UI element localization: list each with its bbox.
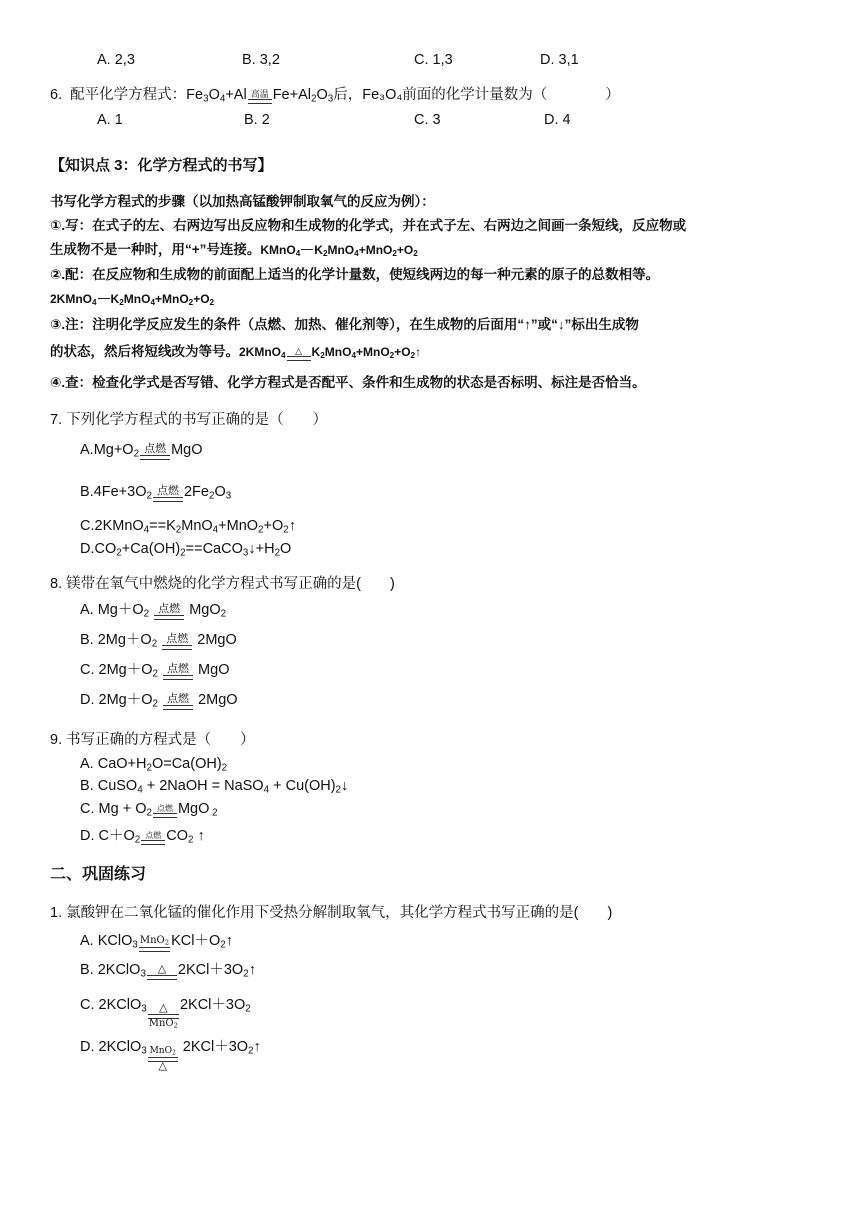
p1-option-d: D. 2KClO$_3$ MnO$_2$ △ $2KCl+3O_2↑$ xyxy=(80,1039,261,1072)
q8-stem: 8. 镁带在氧气中燃烧的化学方程式书写正确的是( ) xyxy=(50,576,395,592)
p1-option-c: C. 2KClO$_3$ △ MnO$_2$ $2KCl+3O_2$ xyxy=(80,997,251,1030)
q8-option-b: B. $2Mg+O_2$ 点燃 2MgO xyxy=(80,632,237,650)
kp3-step1-line2: 生成物不是一种时，用“+”号连接。KMnO$_4$ $K_2MnO_4+MnO_2+O_2$ xyxy=(50,242,418,259)
q6-stem: 6. 配平化学方程式：$Fe_3O_4+Al$ 高温 $Fe+Al_2O_3$后，Fe₃O₄前面的化学计量数为（ ） xyxy=(50,87,620,105)
q6-number: 6. xyxy=(50,87,63,103)
kp3-step3-line1: ③.注：注明化学反应发生的条件（点燃、加热、催化剂等），在生成物的后面用“↑”或“↓”标出生成物 xyxy=(50,317,639,332)
q6-option-b: B. 2 xyxy=(244,112,270,128)
q5-option-c: C. 1,3 xyxy=(414,52,453,68)
q5-option-b: B. 3,2 xyxy=(242,52,280,68)
q8-option-a: A. $Mg+O_2$ 点燃 MgO$_2$ xyxy=(80,602,227,620)
q7-option-b: $B.4Fe+3O_2$ 点燃 $2Fe_2O_3$ xyxy=(80,484,232,502)
q6-condition: 高温 xyxy=(248,89,272,104)
p1-option-b: B. 2KClO$_3$ △ $2KCl+3O_2↑$ xyxy=(80,962,256,980)
q6-post: 后，Fe₃O₄前面的化学计量数为（ ） xyxy=(333,87,620,103)
kp3-step2-line1: ②.配：在反应物和生成物的前面配上适当的化学计量数，使短线两边的每一种元素的原子的总数相等。 xyxy=(50,267,660,282)
q6-option-c: C. 3 xyxy=(414,112,441,128)
kp3-step4: ④.查：检查化学式是否写错、化学方程式是否配平、条件和生成物的状态是否标明、标注是否恰当。 xyxy=(50,375,646,390)
kp3-intro: 书写化学方程式的步骤（以加热高锰酸钾制取氧气的反应为例）： xyxy=(50,194,435,209)
q9-option-d: D. $C+O_2$ 点燃 $CO_2$ ↑ xyxy=(80,828,205,846)
q7-stem: 7. 下列化学方程式的书写正确的是（ ） xyxy=(50,412,328,428)
q5-option-a: A. 2,3 xyxy=(97,52,135,68)
q9-stem: 9. 书写正确的方程式是（ ） xyxy=(50,732,255,748)
p1-option-a: A. KClO$_3$ MnO$_2$ $KCl+O_2↑$ xyxy=(80,933,233,951)
q5-option-d: D. 3,1 xyxy=(540,52,579,68)
q6-pre: 配平化学方程式： xyxy=(70,87,187,103)
q8-option-d: D. $2Mg+O_2$ 点燃 2MgO xyxy=(80,692,238,710)
q8-option-c: C. $2Mg+O_2$ 点燃 MgO xyxy=(80,662,230,680)
kp3-step3-line2: 的状态，然后将短线改为等号。2KMnO$_4$ △ $K_2MnO_4+MnO_2+O_2↑$ xyxy=(50,344,422,361)
q7-option-d: $D.CO_2+Ca(OH)_2==CaCO_3↓+H_2O$ xyxy=(80,541,292,559)
p1-stem: 1. 氯酸钾在二氧化锰的催化作用下受热分解制取氧气，其化学方程式书写正确的是( ) xyxy=(50,905,613,921)
q7-option-c: $C.2KMnO_4==K_2MnO_4+MnO_2+O_2↑$ xyxy=(80,518,297,536)
section-title: 二、巩固练习 xyxy=(50,866,147,883)
kp3-step1-line1: ①.写：在式子的左、右两边写出反应物和生成物的化学式，并在式子左、右两边之间画一条短线，反应物或 xyxy=(50,218,687,233)
q6-option-a: A. 1 xyxy=(97,112,123,128)
q9-option-a: A. $CaO+H_2O=Ca(OH)_2$ xyxy=(80,756,228,774)
q6-option-d: D. 4 xyxy=(544,112,571,128)
kp3-step2-equation: 2KMnO$_4$ $K_2MnO_4+MnO_2+O_2$ xyxy=(50,292,215,308)
kp3-heading: 【知识点 3：化学方程式的书写】 xyxy=(50,157,273,174)
kp3-heat-condition: △ xyxy=(287,346,311,361)
q7-option-a: $A.Mg+O_2$ 点燃 MgO xyxy=(80,442,203,460)
q9-option-b: B. CuSO$_4$ + 2NaOH = NaSO$_4$ + $Cu(OH)_2↓$ xyxy=(80,778,349,796)
q9-option-c: C. $Mg + O_2$ 点燃 MgO $_2$ xyxy=(80,801,218,819)
